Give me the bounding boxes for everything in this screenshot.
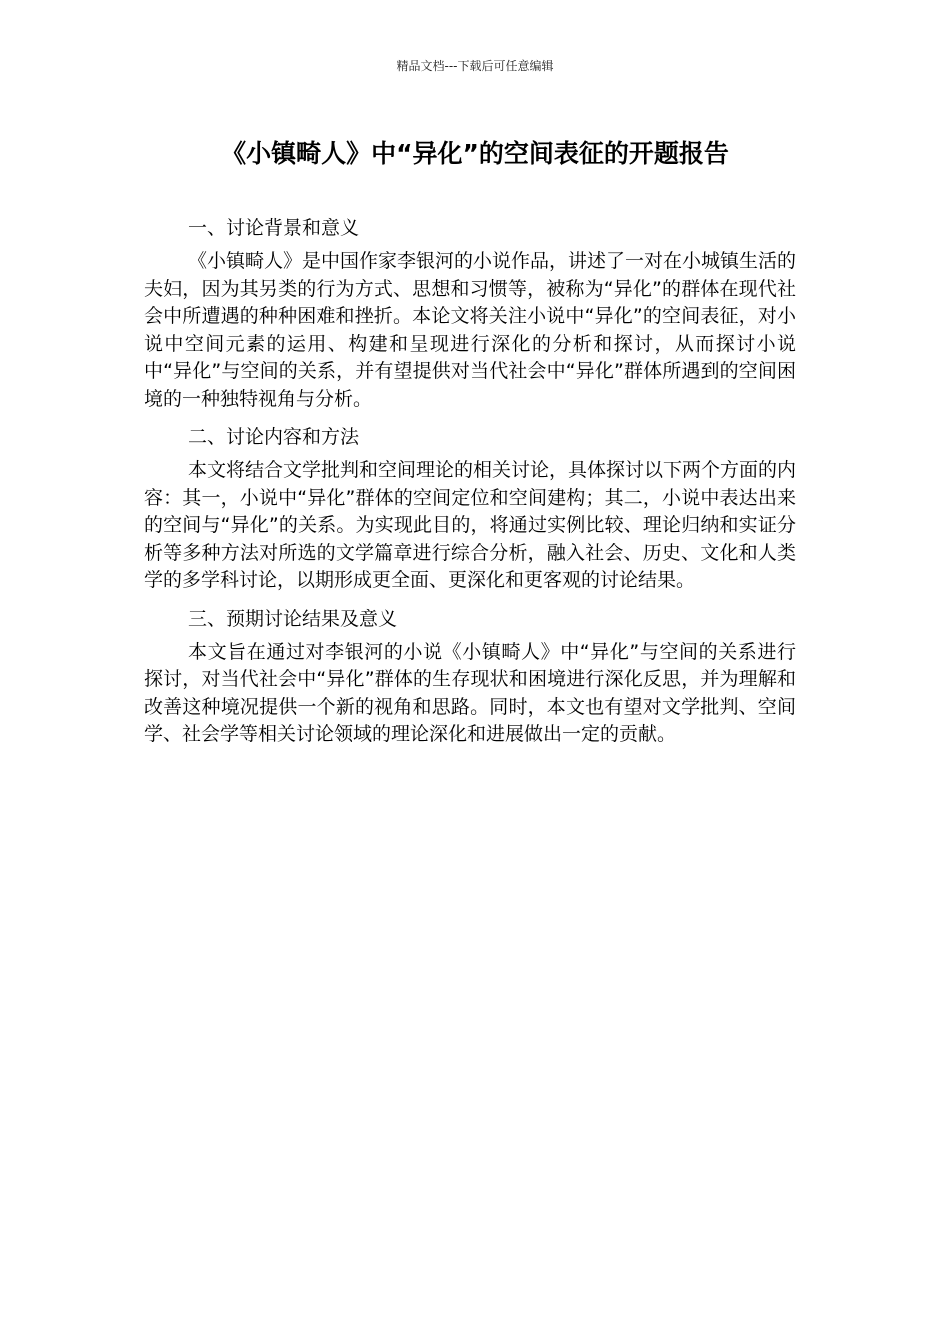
section-heading-background: 一、讨论背景和意义 <box>188 217 360 239</box>
section-paragraph-expected-results: 本文旨在通过对李银河的小说《小镇畸人》中“异化”与空间的关系进行探讨，对当代社会中“异化”群体的生存现状和困境进行深化反思，并为理解和改善这种境况提供一个新的视角和思路。同时，本文也有望对文学批判、空间学、社会学等相关讨论领域的理论深化和进展做出一定的贡献。 <box>144 640 796 745</box>
section-heading-content-method: 二、讨论内容和方法 <box>188 426 360 448</box>
section-paragraph-background: 《小镇畸人》是中国作家李银河的小说作品，讲述了一对在小城镇生活的夫妇，因为其另类的行为方式、思想和习惯等，被称为“异化”的群体在现代社会中所遭遇的种种困难和挫折。本论文将关注小说中“异化”的空间表征，对小说中空间元素的运用、构建和呈现进行深化的分析和探讨，从而探讨小说中“异化”与空间的关系，并有望提供对当代社会中“异化”群体所遇到的空间困境的一种独特视角与分析。 <box>144 250 797 410</box>
document-title: 《小镇畸人》中“异化”的空间表征的开题报告 <box>221 139 729 168</box>
document-body <box>144 210 796 755</box>
page-header-note: 精品文档---下载后可任意编辑 <box>396 59 554 73</box>
section-heading-expected-results: 三、预期讨论结果及意义 <box>188 607 398 630</box>
section-paragraph-content-method: 本文将结合文学批判和空间理论的相关讨论，具体探讨以下两个方面的内容：其一，小说中“异化”群体的空间定位和空间建构；其二，小说中表达出来的空间与“异化”的关系。为实现此目的，将通过实例比较、理论归纳和实证分析等多种方法对所选的文学篇章进行综合分析，融入社会、历史、文化和人类学的多学科讨论，以期形成更全面、更深化和更客观的讨论结果。 <box>144 459 797 591</box>
